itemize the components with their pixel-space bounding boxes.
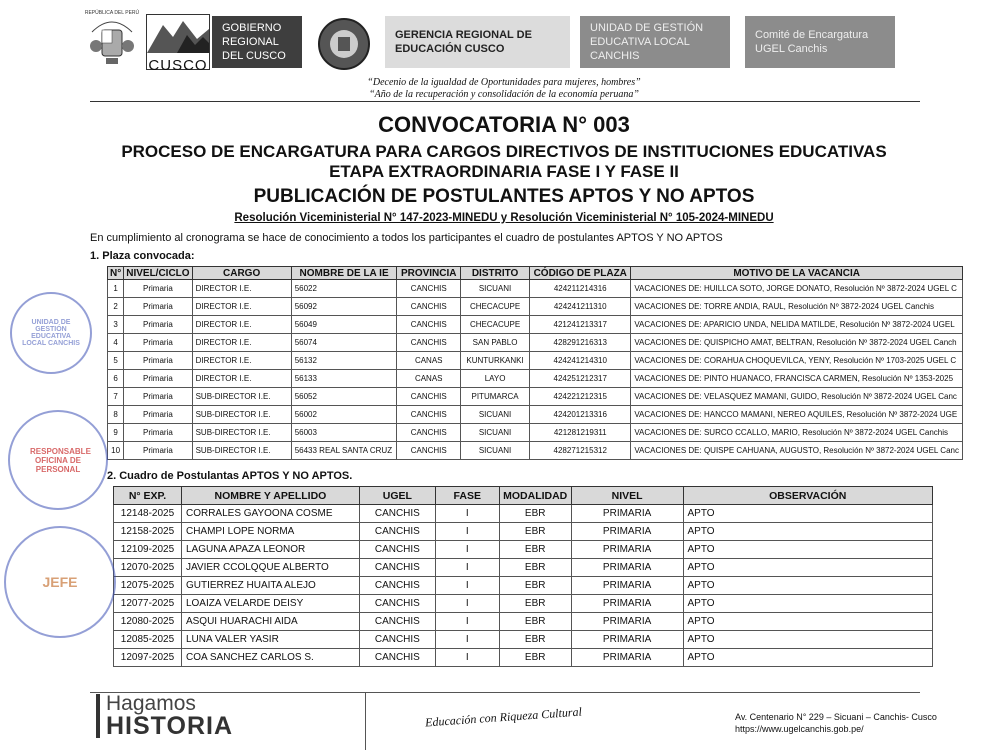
plazas-header-cell: NIVEL/CICLO: [124, 267, 192, 280]
plaza-row: [108, 298, 963, 316]
postulantes-header-cell: NIVEL: [571, 487, 683, 505]
postulantes-cell: EBR: [499, 523, 571, 541]
postulantes-cell: CHAMPI LOPE NORMA: [181, 523, 359, 541]
postulantes-cell: PRIMARIA: [571, 595, 683, 613]
postulante-row: [114, 613, 933, 631]
plazas-cell: CHECACUPE: [460, 316, 529, 334]
postulantes-cell: LUNA VALER YASIR: [181, 631, 359, 649]
plazas-header-cell: MOTIVO DE LA VACANCIA: [631, 267, 963, 280]
plazas-cell: VACACIONES DE: APARICIO UNDA, NELIDA MATILDE, Resolución Nº 3872-2024 UGEL: [631, 316, 963, 334]
plazas-cell: VACACIONES DE: HANCCO MAMANI, NEREO AQUILES, Resolución Nº 3872-2024 UGE: [631, 406, 963, 424]
subtitle-proceso: PROCESO DE ENCARGATURA PARA CARGOS DIRECTIVOS DE INSTITUCIONES EDUCATIVAS: [121, 142, 887, 161]
plazas-cell: DIRECTOR I.E.: [192, 316, 291, 334]
postulante-row: [114, 541, 933, 559]
plaza-row: [108, 352, 963, 370]
plazas-cell: 421281219311: [530, 424, 631, 442]
plazas-cell: 1: [108, 280, 124, 298]
personal-stamp: [8, 410, 108, 510]
postulante-row: [114, 523, 933, 541]
plazas-cell: 56052: [291, 388, 397, 406]
postulantes-cell: EBR: [499, 559, 571, 577]
plazas-cell: 56092: [291, 298, 397, 316]
postulantes-cell: 12085-2025: [114, 631, 182, 649]
plazas-cell: VACACIONES DE: CORAHUA CHOQUEVILCA, YENY, Resolución Nº 1703-2025 UGEL C: [631, 352, 963, 370]
plazas-cell: KUNTURKANKI: [460, 352, 529, 370]
ugel-label: [580, 16, 730, 68]
postulantes-cell: I: [435, 523, 499, 541]
plazas-cell: CANCHIS: [397, 406, 461, 424]
postulantes-cell: APTO: [683, 631, 933, 649]
postulante-row: [114, 631, 933, 649]
plazas-cell: SUB-DIRECTOR I.E.: [192, 424, 291, 442]
postulantes-cell: PRIMARIA: [571, 523, 683, 541]
plazas-cell: 424221212315: [530, 388, 631, 406]
postulantes-cell: CANCHIS: [359, 559, 435, 577]
plazas-cell: CANCHIS: [397, 334, 461, 352]
comite-label: [745, 16, 895, 68]
plazas-cell: 56022: [291, 280, 397, 298]
plazas-cell: 424251212317: [530, 370, 631, 388]
postulante-row: [114, 559, 933, 577]
plazas-cell: 56074: [291, 334, 397, 352]
postulantes-cell: APTO: [683, 577, 933, 595]
comite-text: Comité de Encargatura UGEL Canchis: [755, 29, 869, 55]
postulante-row: [114, 505, 933, 523]
postulantes-header-row: [114, 487, 933, 505]
plazas-cell: PITUMARCA: [460, 388, 529, 406]
plazas-cell: CANAS: [397, 370, 461, 388]
footer-address: Av. Centenario N° 229 – Sicuani – Canchis- Cusco: [735, 712, 937, 722]
plazas-cell: CANCHIS: [397, 316, 461, 334]
postulantes-cell: JAVIER CCOLQQUE ALBERTO: [181, 559, 359, 577]
postulantes-cell: CANCHIS: [359, 505, 435, 523]
cusco-logo: [146, 14, 210, 74]
plazas-cell: 424241214310: [530, 352, 631, 370]
plazas-cell: 10: [108, 442, 124, 460]
plazas-cell: CANCHIS: [397, 298, 461, 316]
plazas-cell: 6: [108, 370, 124, 388]
footer-divider: [90, 692, 920, 693]
postulantes-cell: I: [435, 613, 499, 631]
plaza-row: [108, 334, 963, 352]
plazas-cell: CHECACUPE: [460, 298, 529, 316]
plazas-cell: SICUANI: [460, 424, 529, 442]
postulantes-cell: 12158-2025: [114, 523, 182, 541]
postulantes-cell: I: [435, 595, 499, 613]
plazas-cell: SAN PABLO: [460, 334, 529, 352]
plazas-cell: 56132: [291, 352, 397, 370]
plazas-cell: VACACIONES DE: QUISPICHO AMAT, BELTRAN, Resolución Nº 3872-2024 UGEL Canch: [631, 334, 963, 352]
plazas-cell: 56433 REAL SANTA CRUZ: [291, 442, 397, 460]
postulantes-cell: CANCHIS: [359, 523, 435, 541]
plazas-header-cell: NOMBRE DE LA IE: [291, 267, 397, 280]
postulantes-cell: CANCHIS: [359, 649, 435, 667]
postulantes-cell: GUTIERREZ HUAITA ALEJO: [181, 577, 359, 595]
quote-decenio: “Decenio de la igualdad de Oportunidades para mujeres, hombres”: [367, 77, 641, 88]
postulantes-cell: APTO: [683, 505, 933, 523]
postulantes-cell: COA SANCHEZ CARLOS S.: [181, 649, 359, 667]
personal-stamp-text: RESPONSABLE OFICINA DE PERSONAL: [30, 446, 91, 474]
plazas-cell: DIRECTOR I.E.: [192, 298, 291, 316]
plazas-header-cell: CARGO: [192, 267, 291, 280]
plazas-cell: VACACIONES DE: TORRE ANDIA, RAUL, Resolución Nº 3872-2024 UGEL Canchis: [631, 298, 963, 316]
plazas-cell: 421241213317: [530, 316, 631, 334]
plazas-cell: Primaria: [124, 298, 192, 316]
postulantes-cell: EBR: [499, 631, 571, 649]
peru-seal-caption: REPÚBLICA DEL PERÚ: [84, 10, 140, 16]
postulantes-cell: PRIMARIA: [571, 631, 683, 649]
plaza-row: [108, 388, 963, 406]
plazas-cell: CANCHIS: [397, 442, 461, 460]
plazas-cell: DIRECTOR I.E.: [192, 352, 291, 370]
postulantes-cell: APTO: [683, 613, 933, 631]
postulantes-header-cell: UGEL: [359, 487, 435, 505]
plaza-row: [108, 370, 963, 388]
plazas-cell: 56049: [291, 316, 397, 334]
postulantes-cell: PRIMARIA: [571, 577, 683, 595]
plazas-cell: Primaria: [124, 424, 192, 442]
postulantes-cell: PRIMARIA: [571, 649, 683, 667]
plazas-cell: 4: [108, 334, 124, 352]
plazas-cell: VACACIONES DE: PINTO HUANACO, FRANCISCA CARMEN, Resolución Nº 1353-2025: [631, 370, 963, 388]
plazas-header-cell: N°: [108, 267, 124, 280]
plazas-cell: Primaria: [124, 370, 192, 388]
postulantes-cell: PRIMARIA: [571, 559, 683, 577]
plaza-row: [108, 280, 963, 298]
plazas-cell: 5: [108, 352, 124, 370]
plaza-row: [108, 316, 963, 334]
plazas-header-cell: PROVINCIA: [397, 267, 461, 280]
plazas-header-cell: DISTRITO: [460, 267, 529, 280]
plazas-cell: DIRECTOR I.E.: [192, 334, 291, 352]
resolution-line: Resolución Viceministerial N° 147-2023-MINEDU y Resolución Viceministerial N° 105-2024-MINEDU: [234, 212, 774, 224]
postulantes-cell: 12077-2025: [114, 595, 182, 613]
section-postulantes-heading: 2. Cuadro de Postulantas APTOS Y NO APTOS.: [107, 470, 353, 482]
postulantes-cell: 12109-2025: [114, 541, 182, 559]
plazas-cell: SUB-DIRECTOR I.E.: [192, 388, 291, 406]
plazas-cell: DIRECTOR I.E.: [192, 280, 291, 298]
plazas-cell: 56002: [291, 406, 397, 424]
plazas-cell: CANCHIS: [397, 280, 461, 298]
plazas-cell: Primaria: [124, 352, 192, 370]
plazas-cell: VACACIONES DE: VELASQUEZ MAMANI, GUIDO, Resolución Nº 3872-2024 UGEL Canc: [631, 388, 963, 406]
plazas-cell: 8: [108, 406, 124, 424]
plazas-cell: 428271215312: [530, 442, 631, 460]
plazas-cell: SICUANI: [460, 442, 529, 460]
footer-slogan: Educación con Riqueza Cultural: [424, 704, 583, 730]
postulantes-cell: PRIMARIA: [571, 613, 683, 631]
postulantes-header-cell: MODALIDAD: [499, 487, 571, 505]
plazas-cell: 7: [108, 388, 124, 406]
footer-url[interactable]: https://www.ugelcanchis.gob.pe/: [735, 724, 864, 734]
postulantes-cell: 12097-2025: [114, 649, 182, 667]
plaza-row: [108, 406, 963, 424]
gobierno-text: GOBIERNO REGIONAL DEL CUSCO: [222, 22, 286, 62]
ugel-stamp-top: [10, 292, 92, 374]
postulantes-cell: EBR: [499, 595, 571, 613]
plazas-cell: Primaria: [124, 334, 192, 352]
plazas-cell: SICUANI: [460, 280, 529, 298]
postulantes-cell: I: [435, 577, 499, 595]
postulantes-header-cell: N° EXP.: [114, 487, 182, 505]
subtitle-etapa: ETAPA EXTRAORDINARIA FASE I Y FASE II: [329, 162, 679, 181]
footer-hagamos: Hagamos: [106, 692, 196, 715]
postulantes-cell: I: [435, 559, 499, 577]
plazas-cell: Primaria: [124, 442, 192, 460]
postulantes-cell: PRIMARIA: [571, 505, 683, 523]
jefe-stamp: [4, 526, 116, 638]
gobierno-regional-label: [212, 16, 302, 68]
postulantes-cell: EBR: [499, 505, 571, 523]
postulantes-header-cell: FASE: [435, 487, 499, 505]
postulantes-cell: 12080-2025: [114, 613, 182, 631]
postulantes-cell: CANCHIS: [359, 577, 435, 595]
postulantes-table: [113, 486, 933, 667]
postulantes-header-cell: OBSERVACIÓN: [683, 487, 933, 505]
postulantes-cell: EBR: [499, 649, 571, 667]
plazas-cell: 9: [108, 424, 124, 442]
postulantes-cell: LOAIZA VELARDE DEISY: [181, 595, 359, 613]
postulante-row: [114, 595, 933, 613]
postulantes-cell: CORRALES GAYOONA COSME: [181, 505, 359, 523]
quote-anio: “Año de la recuperación y consolidación de la economía peruana”: [369, 89, 639, 100]
postulantes-cell: EBR: [499, 577, 571, 595]
plazas-cell: SUB-DIRECTOR I.E.: [192, 406, 291, 424]
postulantes-cell: CANCHIS: [359, 595, 435, 613]
plazas-cell: SICUANI: [460, 406, 529, 424]
plazas-cell: 3: [108, 316, 124, 334]
plazas-cell: VACACIONES DE: HUILLCA SOTO, JORGE DONATO, Resolución Nº 3872-2024 UGEL C: [631, 280, 963, 298]
plazas-cell: 56133: [291, 370, 397, 388]
intro-text: En cumplimiento al cronograma se hace de conocimiento a todos los participantes el cuadro de postulantes APTOS Y NO APTOS: [90, 232, 723, 244]
plazas-cell: 424201213316: [530, 406, 631, 424]
postulantes-cell: APTO: [683, 595, 933, 613]
postulantes-header-cell: NOMBRE Y APELLIDO: [181, 487, 359, 505]
postulantes-cell: EBR: [499, 541, 571, 559]
postulantes-cell: 12148-2025: [114, 505, 182, 523]
postulantes-cell: APTO: [683, 541, 933, 559]
plazas-cell: 428291216313: [530, 334, 631, 352]
postulantes-cell: CANCHIS: [359, 613, 435, 631]
postulantes-cell: PRIMARIA: [571, 541, 683, 559]
page-title: CONVOCATORIA N° 003: [378, 112, 630, 137]
gerencia-regional-label: [385, 16, 570, 68]
plaza-row: [108, 424, 963, 442]
postulante-row: [114, 649, 933, 667]
plazas-cell: 424211214316: [530, 280, 631, 298]
footer-separator: [365, 692, 366, 750]
postulantes-cell: APTO: [683, 649, 933, 667]
plazas-cell: 2: [108, 298, 124, 316]
plazas-cell: 424241211310: [530, 298, 631, 316]
postulantes-cell: LAGUNA APAZA LEONOR: [181, 541, 359, 559]
plazas-cell: CANCHIS: [397, 388, 461, 406]
plazas-cell: CANCHIS: [397, 424, 461, 442]
jefe-stamp-text: JEFE: [42, 574, 78, 590]
postulantes-cell: 12075-2025: [114, 577, 182, 595]
footer-historia: HISTORIA: [106, 712, 233, 740]
plazas-cell: 56003: [291, 424, 397, 442]
ugel-text: UNIDAD DE GESTIÓN EDUCATIVA LOCAL CANCHIS: [590, 22, 704, 62]
postulantes-cell: CANCHIS: [359, 541, 435, 559]
cusco-logo-text: CUSCO: [148, 57, 208, 74]
plazas-cell: VACACIONES DE: SURCO CCALLO, MARIO, Resolución Nº 3872-2024 UGEL Canchis: [631, 424, 963, 442]
plazas-cell: LAYO: [460, 370, 529, 388]
plazas-cell: Primaria: [124, 316, 192, 334]
plazas-header-cell: CÓDIGO DE PLAZA: [530, 267, 631, 280]
gre-cusco-seal: [318, 18, 370, 70]
plazas-cell: Primaria: [124, 406, 192, 424]
postulante-row: [114, 577, 933, 595]
ugel-stamp-top-text: UNIDAD DE GESTIÓN EDUCATIVA LOCAL CANCHIS: [22, 319, 80, 347]
peru-seal-logo: [84, 12, 140, 70]
postulantes-cell: CANCHIS: [359, 631, 435, 649]
postulantes-cell: I: [435, 505, 499, 523]
postulantes-cell: I: [435, 631, 499, 649]
subtitle-publicacion: PUBLICACIÓN DE POSTULANTES APTOS Y NO APTOS: [253, 186, 755, 207]
plazas-header-row: [108, 267, 963, 280]
postulantes-cell: APTO: [683, 559, 933, 577]
postulantes-cell: I: [435, 649, 499, 667]
postulantes-cell: EBR: [499, 613, 571, 631]
plazas-cell: Primaria: [124, 388, 192, 406]
plazas-table: [107, 266, 963, 460]
plazas-cell: VACACIONES DE: QUISPE CAHUANA, AUGUSTO, Resolución Nº 3872-2024 UGEL Canc: [631, 442, 963, 460]
postulantes-cell: I: [435, 541, 499, 559]
plazas-cell: SUB-DIRECTOR I.E.: [192, 442, 291, 460]
postulantes-cell: ASQUI HUARACHI AIDA: [181, 613, 359, 631]
header-divider: [90, 101, 920, 102]
gerencia-text: GERENCIA REGIONAL DE EDUCACIÓN CUSCO: [395, 29, 532, 55]
plaza-row: [108, 442, 963, 460]
plazas-cell: DIRECTOR I.E.: [192, 370, 291, 388]
postulantes-cell: 12070-2025: [114, 559, 182, 577]
plazas-cell: Primaria: [124, 280, 192, 298]
postulantes-cell: APTO: [683, 523, 933, 541]
section-plaza-heading: 1. Plaza convocada:: [90, 250, 195, 262]
plazas-cell: CANAS: [397, 352, 461, 370]
historia-bar: [96, 694, 100, 738]
